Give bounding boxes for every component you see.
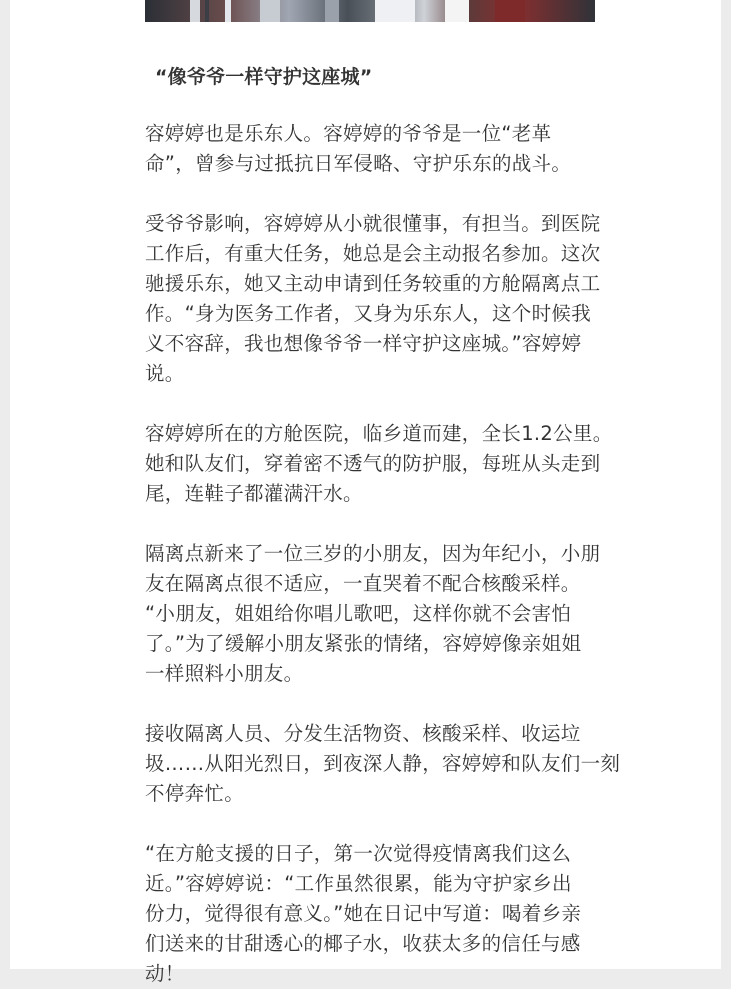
paragraph-line: 接收隔离人员、分发生活物资、核酸采样、收运垃 <box>145 722 581 745</box>
left-margin <box>0 0 10 969</box>
paragraph-1 <box>145 119 595 179</box>
section-heading: “像爷爷一样守护这座城” <box>155 66 373 88</box>
paragraph-line: “小朋友，姐姐给你唱儿歌吧，这样你就不会害怕 <box>145 602 572 625</box>
paragraph-line: 一样照料小朋友。 <box>145 662 304 685</box>
paragraph-line: 工作后，有重大任务，她总是会主动报名参加。这次 <box>145 242 601 265</box>
paragraph-2 <box>145 209 601 389</box>
paragraph-line: “在方舱支援的日子，第一次觉得疫情离我们这么 <box>145 842 572 865</box>
paragraph-line: 作。“身为医务工作者，又身为乐东人，这个时候我 <box>145 302 592 325</box>
paragraph-4 <box>145 539 601 689</box>
paragraph-line: 尾，连鞋子都灌满汗水。 <box>145 482 363 505</box>
paragraph-6 <box>145 839 595 989</box>
paragraph-line: 受爷爷影响，容婷婷从小就很懂事，有担当。到医院 <box>145 212 601 235</box>
paragraph-line: 隔离点新来了一位三岁的小朋友，因为年纪小，小朋 <box>145 542 601 565</box>
paragraph-line: 近。”容婷婷说：“工作虽然很累，能为守护家乡出 <box>145 872 572 895</box>
paragraph-line: 圾……从阳光烈日，到夜深人静，容婷婷和队友们一刻 <box>145 752 621 775</box>
paragraph-5 <box>145 719 621 809</box>
paragraph-line: 们送来的甘甜透心的椰子水，收获太多的信任与感 <box>145 932 581 955</box>
paragraph-line: 驰援乐东，她又主动申请到任务较重的方舱隔离点工 <box>145 272 601 295</box>
paragraph-line: 容婷婷也是乐东人。容婷婷的爷爷是一位“老革 <box>145 122 552 145</box>
paragraph-line: 她和队友们，穿着密不透气的防护服，每班从头走到 <box>145 452 601 475</box>
paragraph-line: 份力，觉得很有意义。”她在日记中写道：喝着乡亲 <box>145 902 582 925</box>
paragraph-3 <box>145 419 613 509</box>
paragraph-line: 容婷婷所在的方舱医院，临乡道而建，全长1.2公里。 <box>145 422 613 445</box>
paragraph-line: 不停奔忙。 <box>145 782 245 805</box>
paragraph-line: 说。 <box>145 362 185 385</box>
paragraph-line: 动！ <box>145 962 185 985</box>
paragraph-line: 命”，曾参与过抵抗日军侵略、守护乐东的战斗。 <box>145 152 572 175</box>
paragraph-line: 义不容辞，我也想像爷爷一样守护这座城。”容婷婷 <box>145 332 582 355</box>
paragraph-line: 了。”为了缓解小朋友紧张的情绪，容婷婷像亲姐姐 <box>145 632 582 655</box>
article-photo <box>145 0 595 22</box>
paragraph-line: 友在隔离点很不适应，一直哭着不配合核酸采样。 <box>145 572 581 595</box>
right-margin <box>721 0 731 969</box>
article-column[interactable] <box>10 0 721 985</box>
